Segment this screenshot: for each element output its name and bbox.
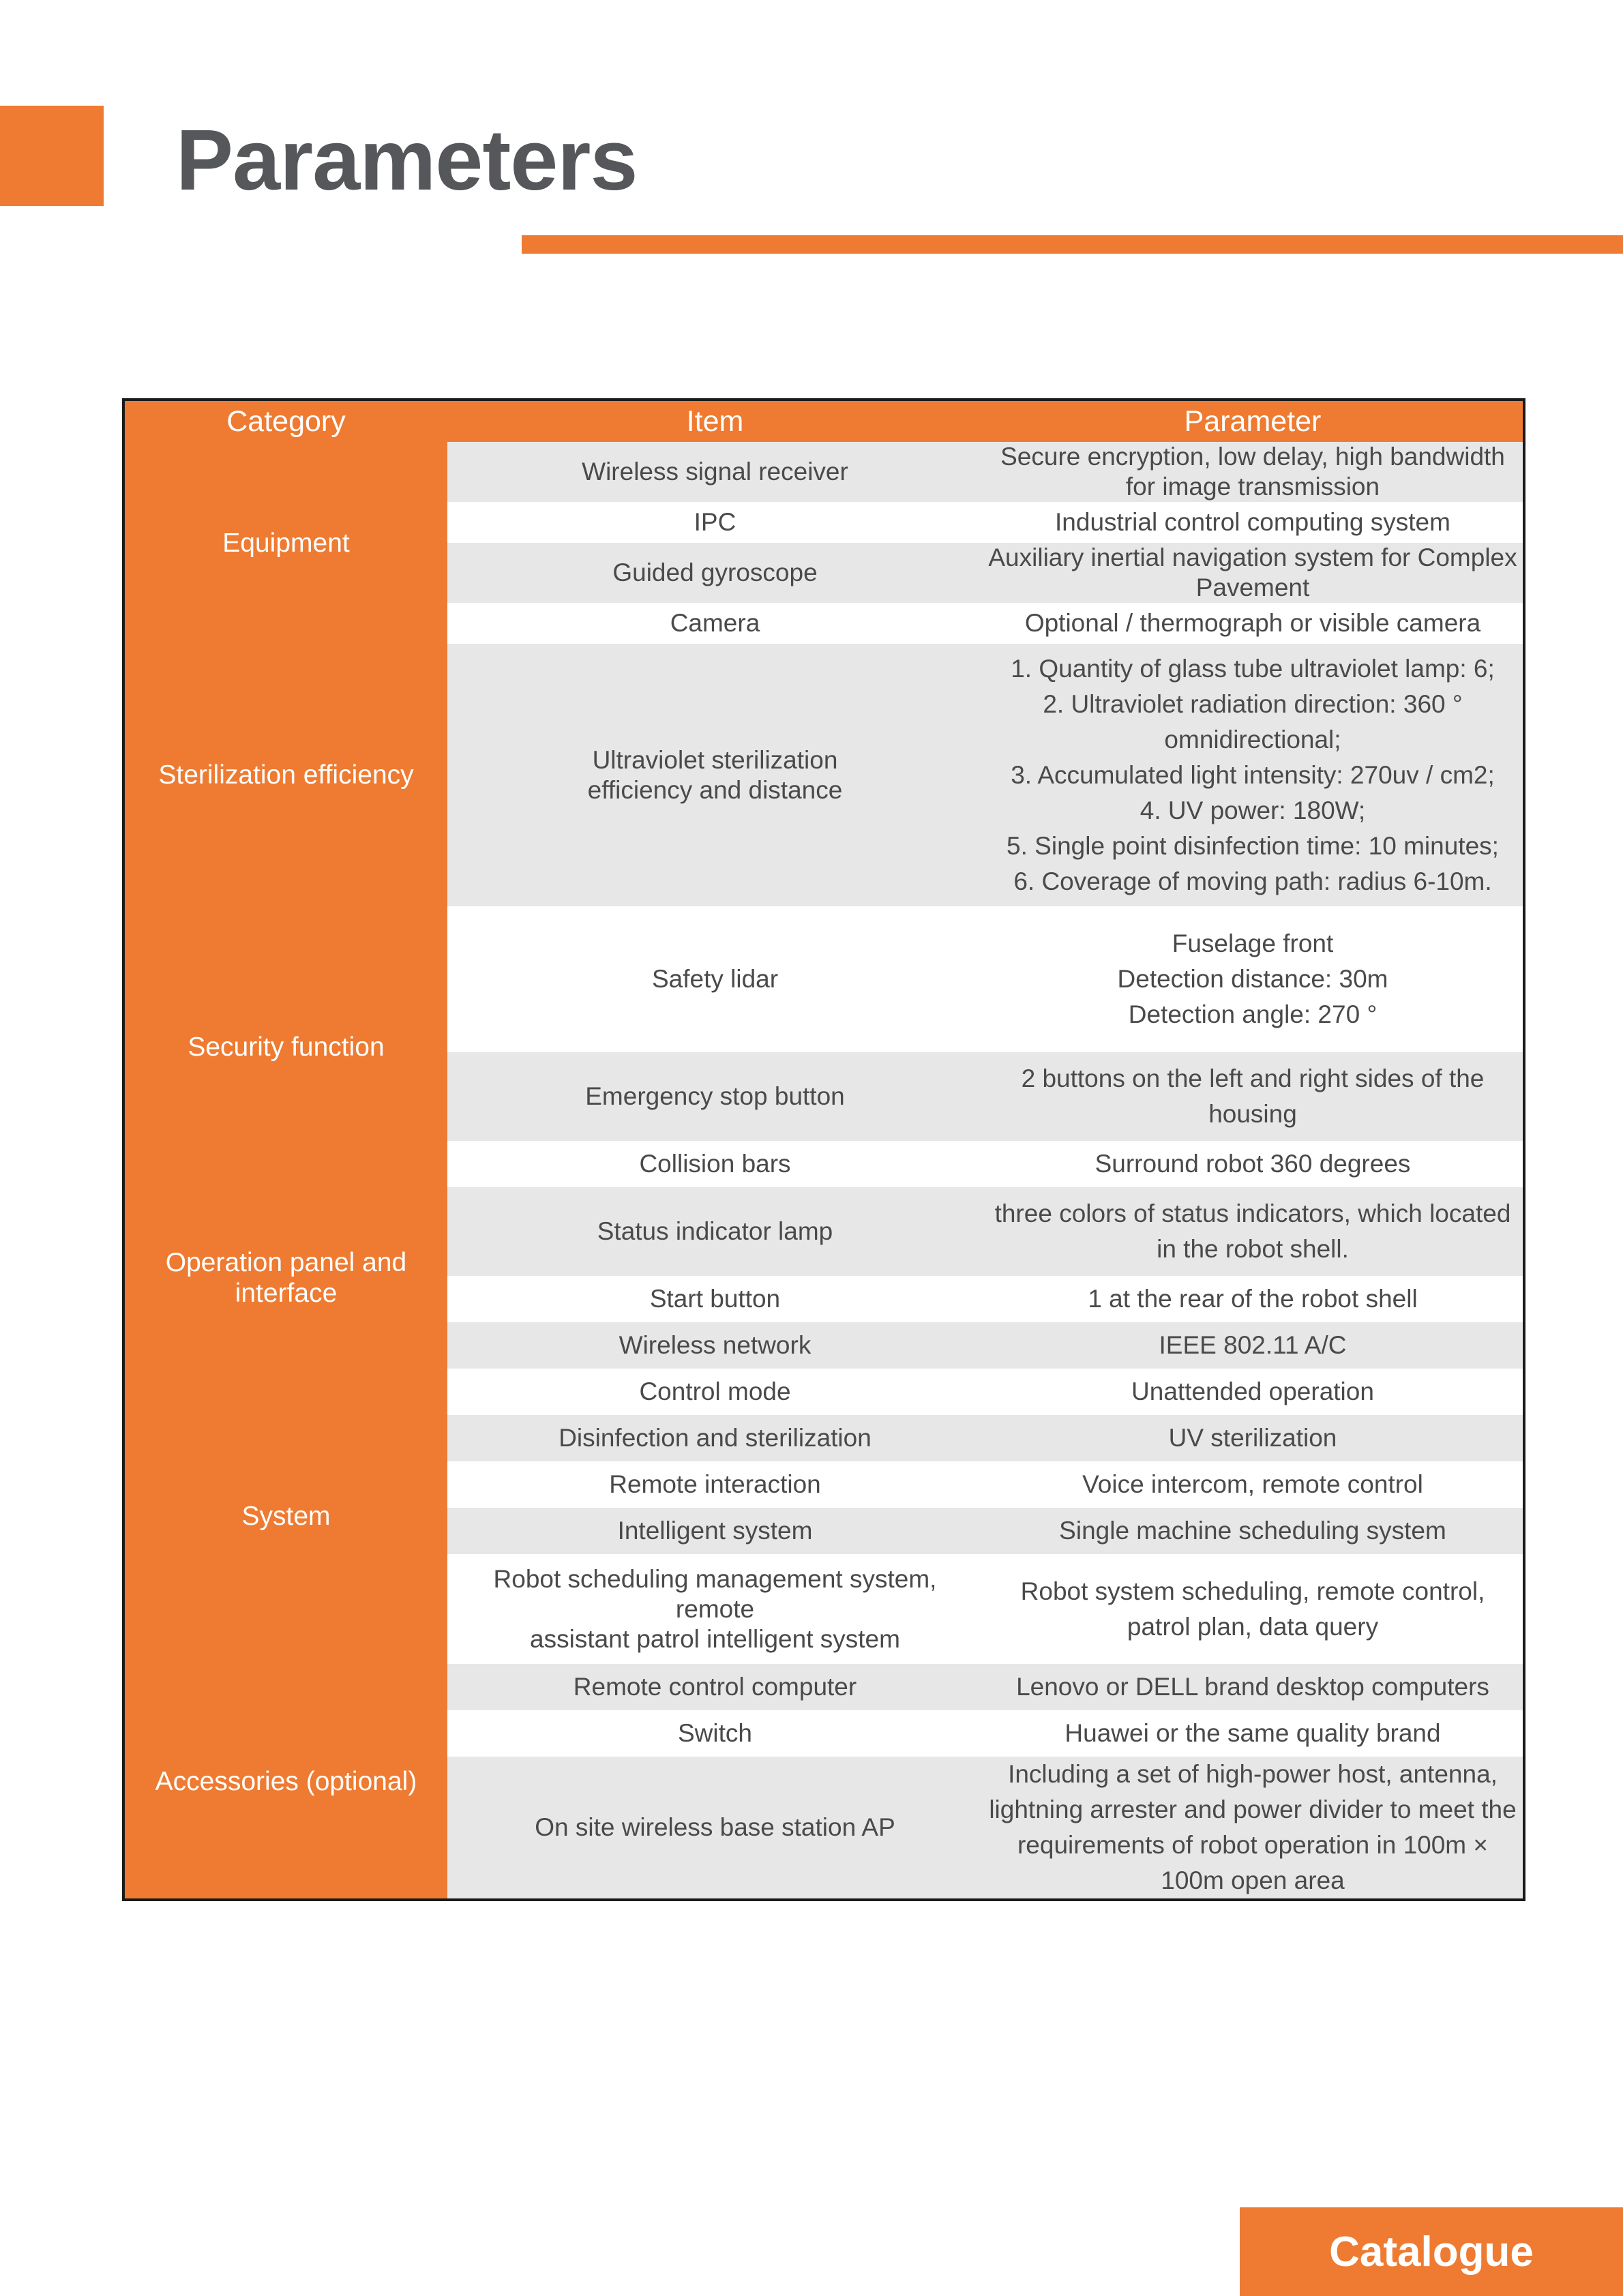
item-cell: Wireless network [447, 1322, 983, 1369]
item-cell: On site wireless base station AP [447, 1757, 983, 1898]
category-operation-panel: Operation panel and interface [125, 1187, 447, 1369]
parameter-cell: Fuselage front Detection distance: 30m Detection angle: 270 ° [983, 906, 1523, 1052]
table-row [125, 442, 1523, 502]
parameter-cell: 1 at the rear of the robot shell [983, 1276, 1523, 1322]
parameter-cell: IEEE 802.11 A/C [983, 1322, 1523, 1369]
item-cell: Remote interaction [447, 1461, 983, 1508]
category-sterilization: Sterilization efficiency [125, 644, 447, 906]
category-security: Security function [125, 906, 447, 1187]
header-item: Item [447, 401, 983, 442]
parameter-cell: Voice intercom, remote control [983, 1461, 1523, 1508]
item-cell: Guided gyroscope [447, 543, 983, 603]
item-cell: Remote control computer [447, 1664, 983, 1710]
title-accent-block [0, 106, 104, 206]
item-cell: Wireless signal receiver [447, 442, 983, 502]
table-row [125, 1664, 1523, 1710]
parameter-cell: 2 buttons on the left and right sides of the housing [983, 1052, 1523, 1141]
item-cell: Camera [447, 603, 983, 644]
parameter-cell: Optional / thermograph or visible camera [983, 603, 1523, 644]
parameter-cell: Surround robot 360 degrees [983, 1141, 1523, 1187]
table-header-row [125, 401, 1523, 442]
parameter-cell: Including a set of high-power host, antenna, lightning arrester and power divider to meet the requirements of robot operation in 100m × 100m open area [983, 1757, 1523, 1898]
header-category: Category [125, 401, 447, 442]
parameter-cell: Unattended operation [983, 1369, 1523, 1415]
parameter-cell: Single machine scheduling system [983, 1508, 1523, 1554]
item-cell: Safety lidar [447, 906, 983, 1052]
parameter-cell: Industrial control computing system [983, 502, 1523, 543]
parameter-cell: UV sterilization [983, 1415, 1523, 1461]
item-cell: Collision bars [447, 1141, 983, 1187]
parameter-cell: Robot system scheduling, remote control, patrol plan, data query [983, 1554, 1523, 1664]
parameters-table [122, 398, 1525, 1901]
item-cell: Robot scheduling management system, remote assistant patrol intelligent system [447, 1554, 983, 1664]
item-cell: Intelligent system [447, 1508, 983, 1554]
item-cell: Start button [447, 1276, 983, 1322]
catalogue-footer-tab: Catalogue [1240, 2207, 1623, 2296]
parameter-cell: three colors of status indicators, which located in the robot shell. [983, 1187, 1523, 1276]
item-cell: Status indicator lamp [447, 1187, 983, 1276]
parameter-cell: Secure encryption, low delay, high bandwidth for image transmission [983, 442, 1523, 502]
category-accessories: Accessories (optional) [125, 1664, 447, 1898]
parameter-cell: 1. Quantity of glass tube ultraviolet lamp: 6; 2. Ultraviolet radiation direction: 360 ° omnidirectional; 3. Accumulated light intensity: 270uv / cm2; 4. UV power: 180W; 5. Single point disinfection time: 10 minutes; 6. Coverage of moving path: radius 6-10m. [983, 644, 1523, 906]
item-cell: Emergency stop button [447, 1052, 983, 1141]
item-cell: Ultraviolet sterilization efficiency and distance [447, 644, 983, 906]
title-underline [522, 235, 1623, 254]
item-cell: IPC [447, 502, 983, 543]
parameter-cell: Huawei or the same quality brand [983, 1710, 1523, 1757]
category-system: System [125, 1369, 447, 1664]
table-row [125, 1369, 1523, 1415]
parameter-cell: Lenovo or DELL brand desktop computers [983, 1664, 1523, 1710]
table-row [125, 906, 1523, 1052]
page-title: Parameters [176, 112, 638, 208]
item-cell: Disinfection and sterilization [447, 1415, 983, 1461]
item-cell: Switch [447, 1710, 983, 1757]
category-equipment: Equipment [125, 442, 447, 644]
header-parameter: Parameter [983, 401, 1523, 442]
parameter-cell: Auxiliary inertial navigation system for Complex Pavement [983, 543, 1523, 603]
table-row [125, 644, 1523, 906]
table-row [125, 1187, 1523, 1276]
item-cell: Control mode [447, 1369, 983, 1415]
